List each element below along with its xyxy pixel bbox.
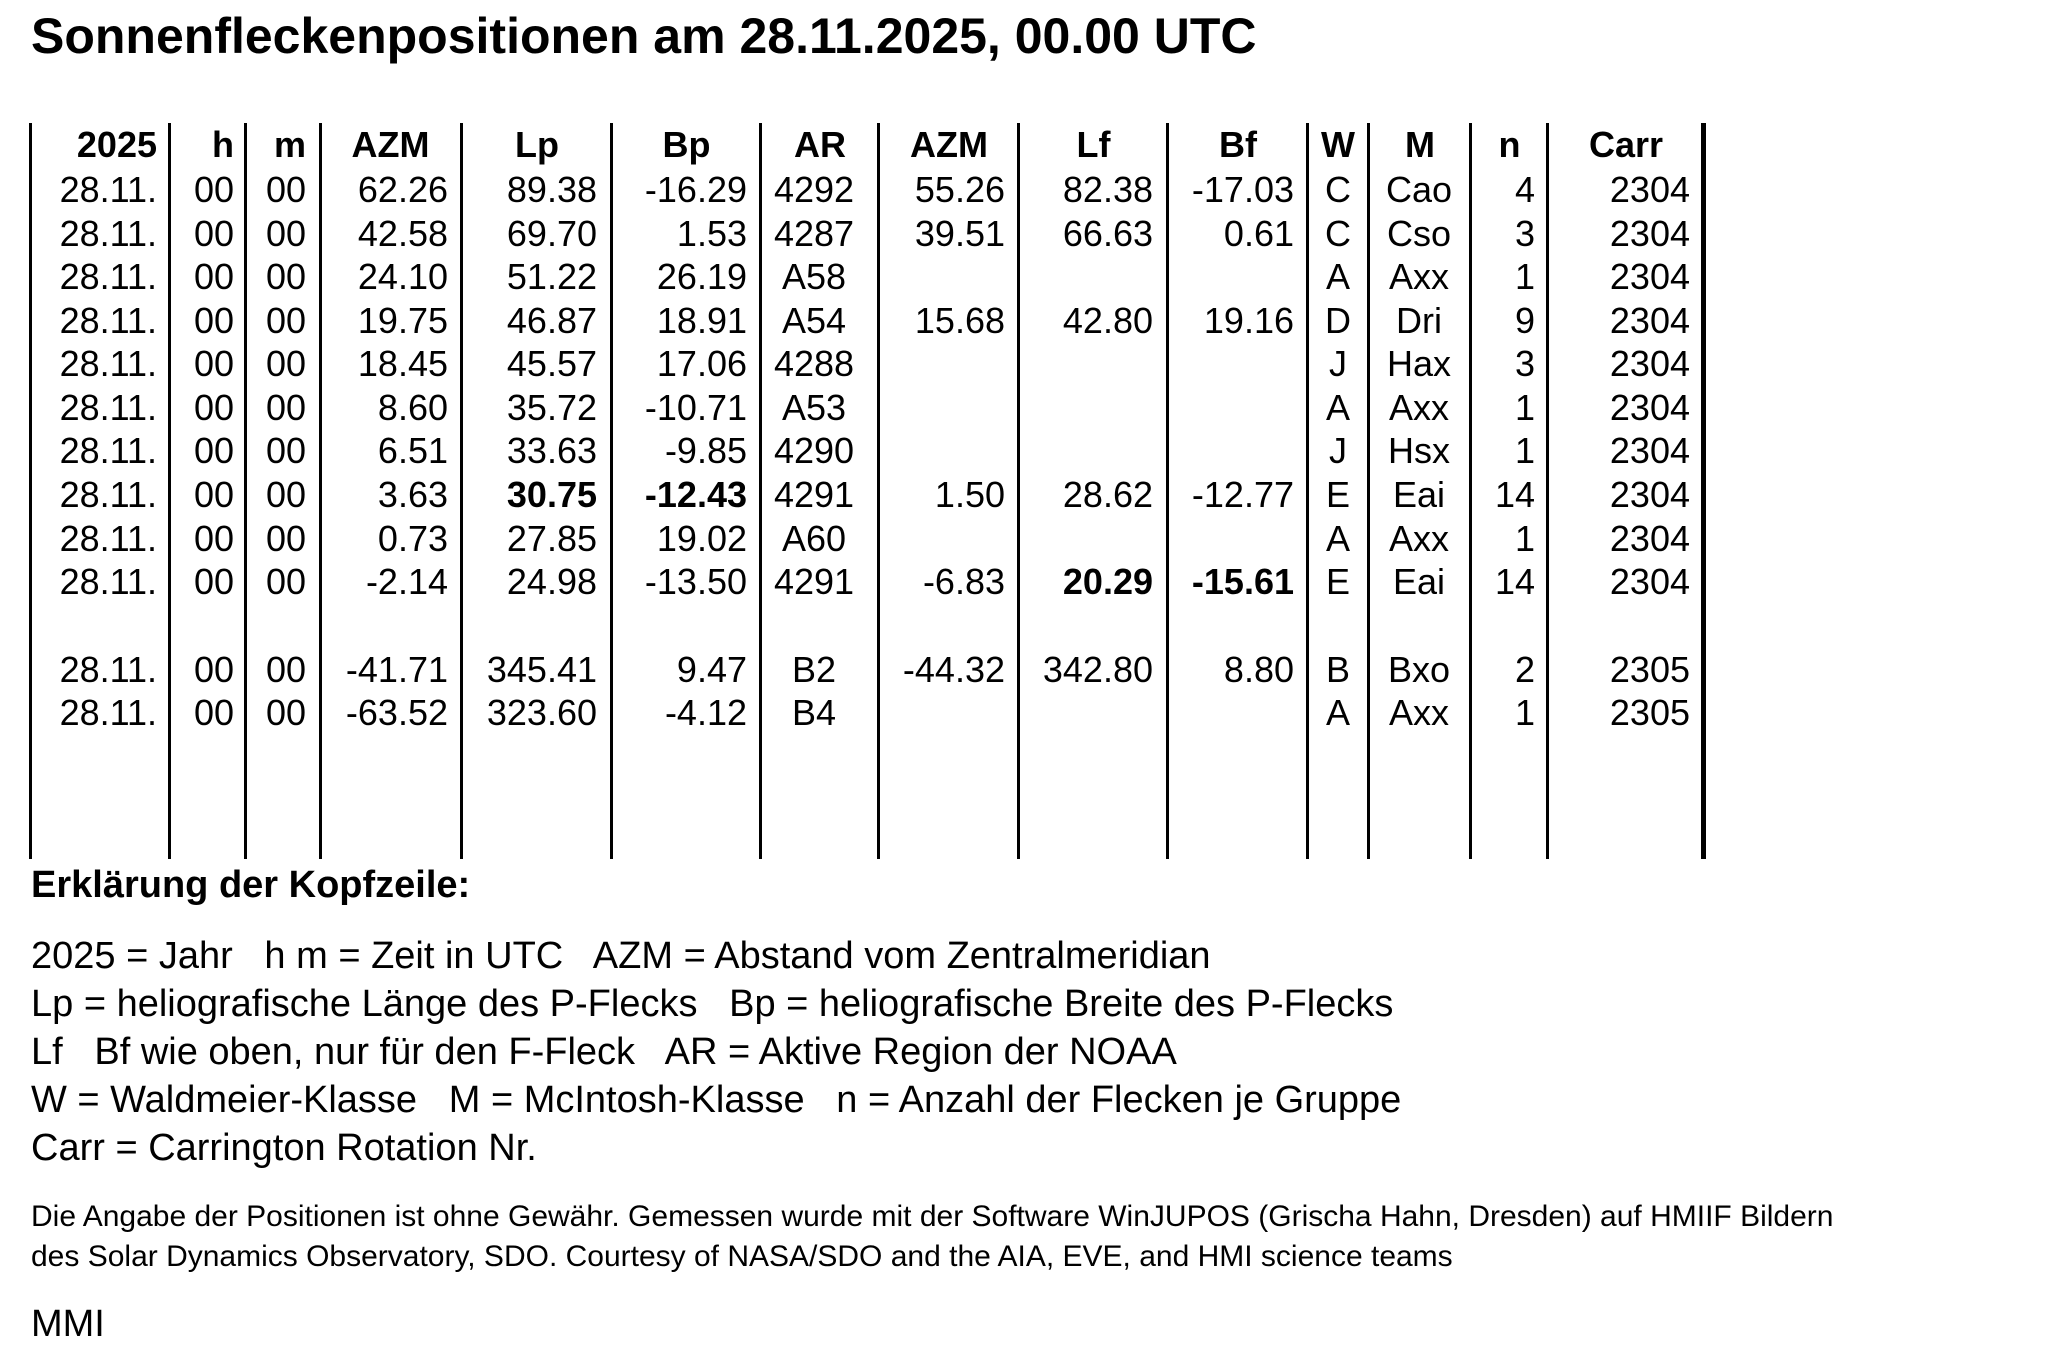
column-header: n: [1498, 124, 1521, 165]
table-cell: 62.26: [357, 169, 448, 210]
table-cell: 18.45: [357, 343, 448, 384]
table-cell: 6.51: [377, 430, 448, 471]
table-cell: C: [1325, 213, 1351, 254]
table-cell: A: [1325, 518, 1350, 559]
table-cell: 4291: [773, 474, 855, 515]
table-cell: 1: [1514, 692, 1535, 733]
table-cell: 2304: [1609, 343, 1690, 384]
table-cell: 4287: [773, 213, 855, 254]
table-cell: 4291: [773, 561, 855, 602]
table-cell: 3: [1514, 213, 1535, 254]
table-cell: D: [1325, 300, 1351, 341]
table-cell: A: [1325, 387, 1350, 428]
table-cell: 51.22: [506, 256, 597, 297]
table-cell: 28.11.: [59, 256, 157, 297]
table-cell: 2304: [1609, 387, 1690, 428]
table-cell: 1: [1514, 256, 1535, 297]
table-cell: E: [1325, 561, 1350, 602]
table-cell: 24.98: [506, 561, 597, 602]
table-cell: 00: [193, 213, 234, 254]
table-cell: 00: [265, 518, 306, 559]
table-cell: 00: [265, 387, 306, 428]
column-header: Bf: [1219, 124, 1257, 165]
table-cell: 2304: [1609, 474, 1690, 515]
column-header: W: [1321, 124, 1355, 165]
column-divider: [1701, 123, 1706, 859]
table-cell: 28.11.: [59, 518, 157, 559]
table-cell: -12.43: [644, 474, 747, 515]
table-cell: Hax: [1386, 343, 1452, 384]
table-cell: 82.38: [1062, 169, 1153, 210]
table-cell: B4: [791, 692, 837, 733]
column-divider: [319, 123, 322, 859]
table-cell: 345.41: [486, 649, 597, 690]
table-cell: A: [1325, 692, 1350, 733]
table-cell: 00: [193, 169, 234, 210]
disclaimer-line: des Solar Dynamics Observatory, SDO. Courtesy of NASA/SDO and the AIA, EVE, and HMI science teams: [31, 1240, 1453, 1273]
table-cell: 28.11.: [59, 692, 157, 733]
table-cell: 00: [193, 474, 234, 515]
table-cell: -41.71: [345, 649, 448, 690]
table-cell: 33.63: [506, 430, 597, 471]
table-cell: Axx: [1388, 518, 1449, 559]
table-cell: 00: [265, 474, 306, 515]
table-cell: 00: [265, 300, 306, 341]
page-title: Sonnenfleckenpositionen am 28.11.2025, 00.00 UTC: [31, 8, 1257, 64]
table-cell: 28.11.: [59, 649, 157, 690]
column-header: AZM: [910, 124, 988, 165]
legend-line: Carr = Carrington Rotation Nr.: [31, 1127, 537, 1169]
table-cell: 26.19: [656, 256, 747, 297]
table-cell: 8.60: [377, 387, 448, 428]
table-cell: 17.06: [656, 343, 747, 384]
table-cell: E: [1325, 474, 1350, 515]
column-divider: [1469, 123, 1472, 859]
table-cell: 323.60: [486, 692, 597, 733]
table-cell: 45.57: [506, 343, 597, 384]
table-cell: -13.50: [644, 561, 747, 602]
table-cell: -4.12: [664, 692, 747, 733]
legend-line: Lf Bf wie oben, nur für den F-Fleck AR = Aktive Region der NOAA: [31, 1031, 1177, 1073]
table-cell: 15.68: [914, 300, 1005, 341]
table-cell: 00: [193, 518, 234, 559]
table-cell: J: [1329, 343, 1347, 384]
table-cell: A53: [781, 387, 847, 428]
table-cell: 28.11.: [59, 169, 157, 210]
table-cell: Axx: [1388, 256, 1449, 297]
table-cell: 18.91: [656, 300, 747, 341]
table-cell: 28.11.: [59, 561, 157, 602]
table-cell: 2304: [1609, 169, 1690, 210]
column-header: h: [212, 124, 234, 165]
table-cell: A54: [781, 300, 847, 341]
table-cell: 35.72: [506, 387, 597, 428]
table-cell: 19.16: [1203, 300, 1294, 341]
table-cell: 9: [1514, 300, 1535, 341]
column-divider: [759, 123, 762, 859]
table-cell: 39.51: [914, 213, 1005, 254]
column-divider: [460, 123, 463, 859]
column-header: m: [273, 124, 306, 165]
column-divider: [877, 123, 880, 859]
table-cell: 00: [265, 649, 306, 690]
legend-line: 2025 = Jahr h m = Zeit in UTC AZM = Abstand vom Zentralmeridian: [31, 935, 1211, 977]
table-cell: 3: [1514, 343, 1535, 384]
table-cell: 00: [193, 561, 234, 602]
table-cell: J: [1329, 430, 1347, 471]
table-cell: C: [1325, 169, 1351, 210]
column-divider: [1166, 123, 1169, 859]
table-cell: 00: [265, 343, 306, 384]
table-cell: 46.87: [506, 300, 597, 341]
column-divider: [1367, 123, 1370, 859]
disclaimer-line: Die Angabe der Positionen ist ohne Gewähr. Gemessen wurde mit der Software WinJUPOS (Grischa Hahn, Dresden) auf HMIIF Bildern: [31, 1200, 1834, 1233]
table-cell: 00: [193, 256, 234, 297]
table-cell: 8.80: [1223, 649, 1294, 690]
table-cell: -16.29: [644, 169, 747, 210]
table-cell: 20.29: [1062, 561, 1153, 602]
table-cell: -10.71: [644, 387, 747, 428]
table-cell: 19.02: [656, 518, 747, 559]
table-cell: Eai: [1392, 561, 1446, 602]
table-cell: -15.61: [1191, 561, 1294, 602]
table-cell: 2304: [1609, 213, 1690, 254]
table-cell: 42.80: [1062, 300, 1153, 341]
column-divider: [244, 123, 247, 859]
table-cell: 30.75: [506, 474, 597, 515]
column-divider: [610, 123, 613, 859]
table-cell: -12.77: [1191, 474, 1294, 515]
table-cell: 00: [265, 561, 306, 602]
column-divider: [1546, 123, 1549, 859]
table-cell: Axx: [1388, 387, 1449, 428]
table-cell: 14: [1494, 561, 1535, 602]
table-cell: 1.50: [934, 474, 1005, 515]
table-cell: 4292: [773, 169, 855, 210]
table-cell: 3.63: [377, 474, 448, 515]
table-cell: 00: [265, 256, 306, 297]
legend-line: Lp = heliografische Länge des P-Flecks Bp = heliografische Breite des P-Flecks: [31, 983, 1394, 1025]
legend-line: W = Waldmeier-Klasse M = McIntosh-Klasse n = Anzahl der Flecken je Gruppe: [31, 1079, 1402, 1121]
table-cell: -9.85: [664, 430, 747, 471]
table-cell: -44.32: [902, 649, 1005, 690]
legend-title: Erklärung der Kopfzeile:: [31, 864, 471, 906]
column-divider: [1017, 123, 1020, 859]
table-cell: 0.73: [377, 518, 448, 559]
table-cell: 2305: [1609, 649, 1690, 690]
table-cell: A60: [781, 518, 847, 559]
table-cell: 2304: [1609, 300, 1690, 341]
table-cell: 19.75: [357, 300, 448, 341]
table-cell: A: [1325, 256, 1350, 297]
table-cell: 00: [265, 692, 306, 733]
table-cell: -63.52: [345, 692, 448, 733]
table-cell: -17.03: [1191, 169, 1294, 210]
table-cell: 2305: [1609, 692, 1690, 733]
column-header: Lf: [1076, 124, 1111, 165]
table-cell: 28.11.: [59, 430, 157, 471]
column-header: Carr: [1588, 124, 1664, 165]
table-cell: 9.47: [676, 649, 747, 690]
table-cell: Hsx: [1388, 430, 1450, 471]
table-cell: 00: [193, 343, 234, 384]
table-cell: -2.14: [365, 561, 448, 602]
table-cell: 1: [1514, 518, 1535, 559]
signature: MMI: [31, 1303, 105, 1345]
column-divider: [168, 123, 171, 859]
column-divider: [1306, 123, 1309, 859]
table-cell: 4290: [773, 430, 855, 471]
table-cell: Axx: [1388, 692, 1449, 733]
table-cell: 28.11.: [59, 300, 157, 341]
table-cell: 89.38: [506, 169, 597, 210]
table-cell: 00: [193, 387, 234, 428]
table-cell: 28.11.: [59, 474, 157, 515]
table-cell: 4: [1514, 169, 1535, 210]
table-cell: 2304: [1609, 256, 1690, 297]
column-header: Lp: [515, 124, 559, 165]
table-cell: 14: [1494, 474, 1535, 515]
table-cell: 00: [193, 430, 234, 471]
table-cell: Cso: [1386, 213, 1452, 254]
table-cell: 0.61: [1223, 213, 1294, 254]
table-cell: Bxo: [1387, 649, 1451, 690]
table-cell: 00: [265, 213, 306, 254]
table-cell: 2304: [1609, 430, 1690, 471]
column-header: AR: [794, 124, 846, 165]
table-cell: Dri: [1396, 300, 1442, 341]
table-cell: 27.85: [506, 518, 597, 559]
table-cell: 55.26: [914, 169, 1005, 210]
table-cell: 2: [1514, 649, 1535, 690]
column-header: AZM: [351, 124, 430, 165]
table-cell: 28.11.: [59, 343, 157, 384]
table-cell: 24.10: [357, 256, 448, 297]
table-cell: A58: [781, 256, 847, 297]
table-cell: 00: [265, 169, 306, 210]
column-header: M: [1405, 124, 1435, 165]
table-cell: 1.53: [676, 213, 747, 254]
table-cell: 42.58: [357, 213, 448, 254]
table-cell: 342.80: [1042, 649, 1153, 690]
table-cell: Eai: [1392, 474, 1446, 515]
table-cell: 1: [1514, 387, 1535, 428]
table-cell: Cao: [1385, 169, 1453, 210]
table-cell: 00: [265, 430, 306, 471]
table-cell: 28.11.: [59, 213, 157, 254]
table-cell: 2304: [1609, 561, 1690, 602]
table-cell: 28.62: [1062, 474, 1153, 515]
table-cell: 28.11.: [59, 387, 157, 428]
table-cell: -6.83: [922, 561, 1005, 602]
table-cell: 69.70: [506, 213, 597, 254]
table-cell: 66.63: [1062, 213, 1153, 254]
table-cell: 00: [193, 300, 234, 341]
column-header: Bp: [662, 124, 711, 165]
table-cell: 1: [1514, 430, 1535, 471]
table-cell: B2: [791, 649, 837, 690]
table-cell: 00: [193, 692, 234, 733]
table-cell: 00: [193, 649, 234, 690]
table-cell: B: [1325, 649, 1350, 690]
table-cell: 4288: [773, 343, 855, 384]
table-cell: 2304: [1609, 518, 1690, 559]
column-header: 2025: [76, 124, 157, 165]
